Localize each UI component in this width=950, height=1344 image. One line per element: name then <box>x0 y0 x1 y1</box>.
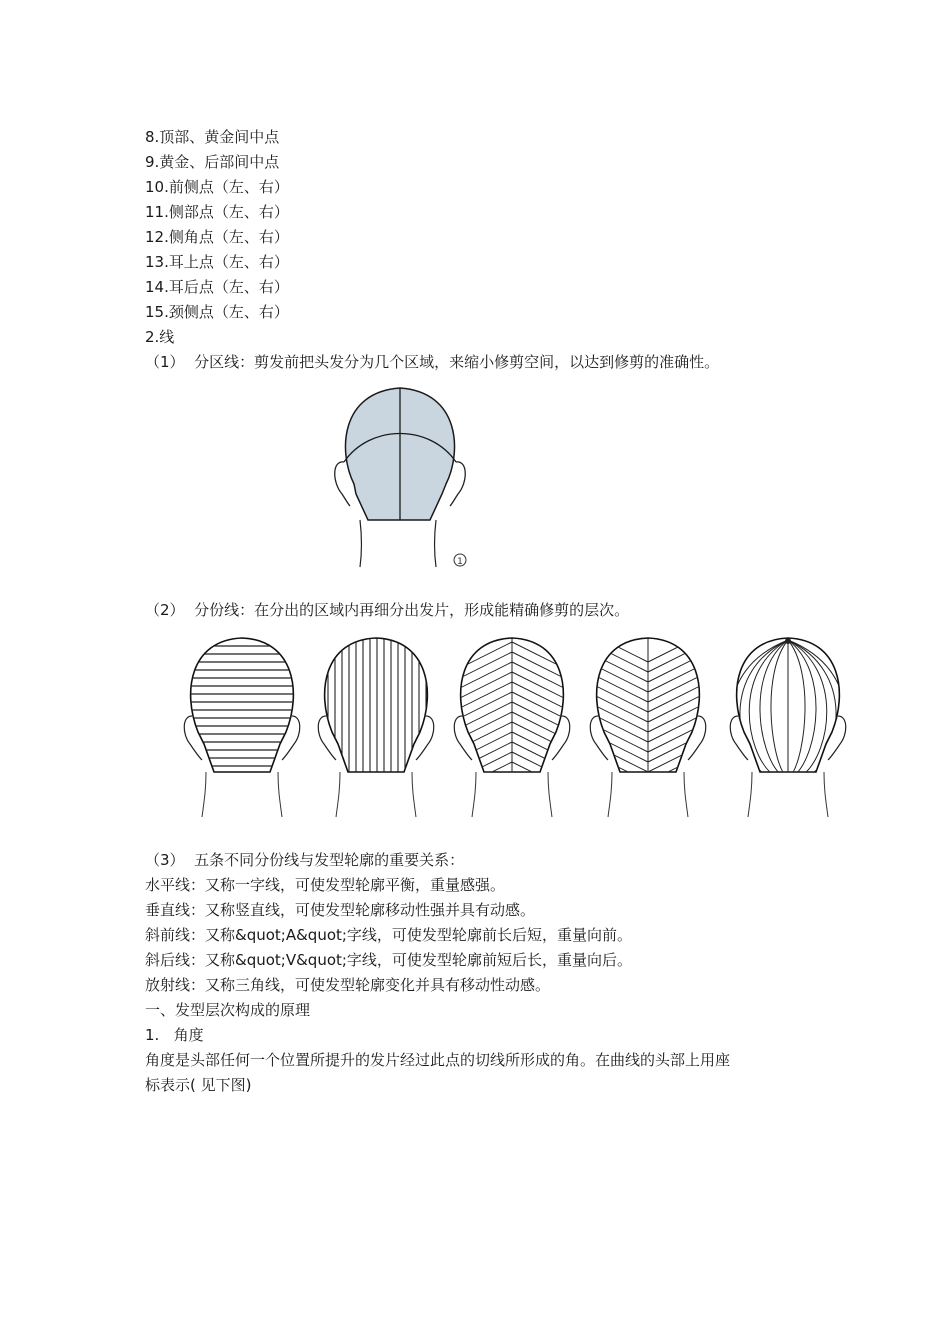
paragraph-angle-line-2: 标表示( 见下图) <box>145 1076 252 1094</box>
diagonal-back-lines-head <box>588 632 708 817</box>
text-line-12: 12.侧角点（左、右） <box>145 228 289 246</box>
text-horizontal-line: 水平线：又称一字线，可使发型轮廓平衡，重量感强。 <box>145 876 506 894</box>
text-radial-line: 放射线：又称三角线，可使发型轮廓变化并具有移动性动感。 <box>145 976 551 994</box>
text-diagonal-forward-line: 斜前线：又称&quot;A&quot;字线，可使发型轮廓前长后短，重量向前。 <box>145 926 632 944</box>
paragraph-angle-line-1: 角度是头部任何一个位置所提升的发片经过此点的切线所形成的角。在曲线的头部上用座 <box>145 1051 731 1069</box>
diagonal-forward-lines-head <box>452 632 572 817</box>
item-partition-line: （1） 分区线：剪发前把头发分为几个区域，来缩小修剪空间，以达到修剪的准确性。 <box>145 353 720 371</box>
text-vertical-line: 垂直线：又称竖直线，可使发型轮廓移动性强并具有动感。 <box>145 901 536 919</box>
vertical-lines-head <box>318 632 434 817</box>
item-five-lines-relation: （3） 五条不同分份线与发型轮廓的重要关系： <box>145 851 465 869</box>
item-section-line: （2） 分份线：在分出的区域内再细分出发片，形成能精确修剪的层次。 <box>145 601 630 619</box>
figure-number-label: 1 <box>457 557 463 567</box>
section-lines-figure <box>180 632 860 822</box>
text-line-14: 14.耳后点（左、右） <box>145 278 289 296</box>
text-line-13: 13.耳上点（左、右） <box>145 253 289 271</box>
horizontal-lines-head <box>182 638 302 817</box>
section-heading-layer-principle: 一、发型层次构成的原理 <box>145 1001 311 1019</box>
radial-lines-head <box>730 638 846 817</box>
partition-head-figure <box>330 382 475 572</box>
text-diagonal-back-line: 斜后线：又称&quot;V&quot;字线，可使发型轮廓前短后长，重量向后。 <box>145 951 632 969</box>
text-line-10: 10.前侧点（左、右） <box>145 178 289 196</box>
section-heading-lines: 2.线 <box>145 328 175 346</box>
text-line-8: 8.顶部、黄金间中点 <box>145 128 280 146</box>
text-line-9: 9.黄金、后部间中点 <box>145 153 280 171</box>
text-line-11: 11.侧部点（左、右） <box>145 203 289 221</box>
text-line-15: 15.颈侧点（左、右） <box>145 303 289 321</box>
subheading-angle: 1. 角度 <box>145 1026 204 1044</box>
